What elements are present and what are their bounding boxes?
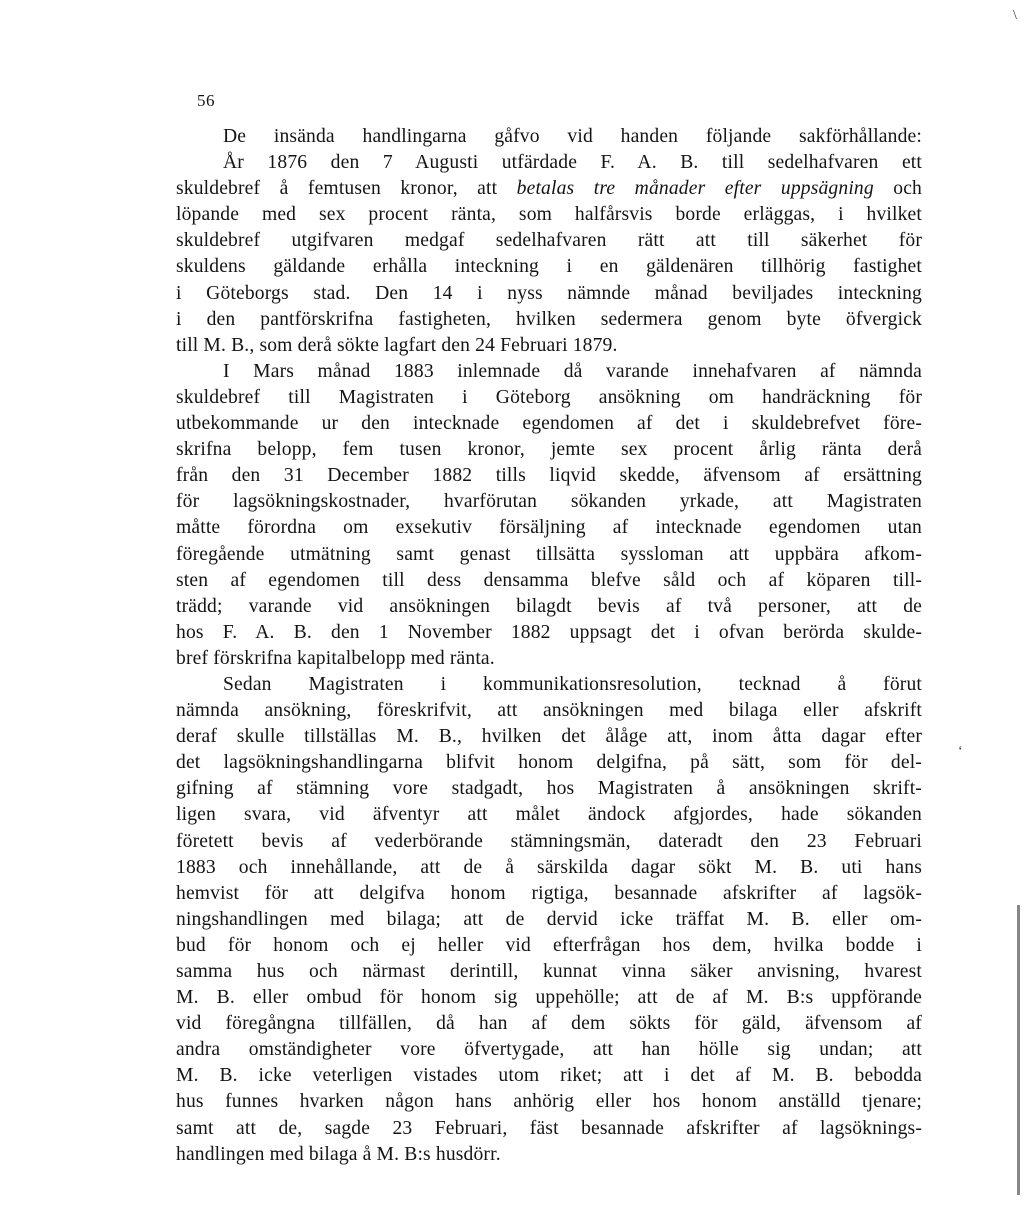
page-edge-shadow xyxy=(1017,905,1020,1195)
text-line: ningshandlingen med bilaga; att de dervid icke träffat M. B. eller om- xyxy=(176,908,922,930)
text-line: måtte förordna om exsekutiv försäljning af intecknade egendomen utan xyxy=(176,517,922,539)
text-line: bref förskrifna kapitalbelopp med ränta. xyxy=(176,647,495,669)
text-line: trädd; varande vid ansökningen bilagdt bevis af två personer, att de xyxy=(176,595,922,617)
text-line: År 1876 den 7 Augusti utfärdade F. A. B. till sedelhafvaren ett xyxy=(223,152,922,174)
text-line: hemvist för att delgifva honom rigtiga, besannade afskrifter af lagsök- xyxy=(176,882,922,904)
scan-speck: ‘ xyxy=(958,744,963,759)
text-line: samt att de, sagde 23 Februari, fäst besannade afskrifter af lagsöknings- xyxy=(176,1117,922,1139)
text-line: företett bevis af vederbörande stämningsmän, dateradt den 23 Februari xyxy=(176,830,922,852)
italic-phrase: betalas tre månader efter uppsägning xyxy=(516,178,874,200)
text-line: vid föregångna tillfällen, då han af dem sökts för gäld, äfvensom af xyxy=(176,1013,922,1035)
text-line: ligen svara, vid äfventyr att målet ändock afgjordes, hade sökanden xyxy=(176,804,922,826)
text-line: från den 31 December 1882 tills liqvid skedde, äfvensom af ersättning xyxy=(176,465,922,487)
text-line: hos F. A. B. den 1 November 1882 uppsagt det i ofvan berörda skulde- xyxy=(176,621,922,643)
text-line: bud för honom och ej heller vid efterfrågan hos dem, hvilka bodde i xyxy=(176,934,922,956)
text-line: handlingen med bilaga å M. B:s husdörr. xyxy=(176,1143,501,1165)
text-line: det lagsökningshandlingarna blifvit honom delgifna, på sätt, som för del- xyxy=(176,752,922,774)
text-line: gifning af stämning vore stadgadt, hos Magistraten å ansökningen skrift- xyxy=(176,778,922,800)
text-line: I Mars månad 1883 inlemnade då varande innehafvaren af nämnda xyxy=(223,360,922,382)
text-line: skuldens gäldande erhålla inteckning i en gäldenären tillhörig fastighet xyxy=(176,256,922,278)
text-line: andra omständigheter vore öfvertygade, att han hölle sig undan; att xyxy=(176,1039,922,1061)
text-line: skrifna belopp, fem tusen kronor, jemte sex procent årlig ränta derå xyxy=(176,439,922,461)
scan-speck: \ xyxy=(1013,8,1017,23)
text-line: M. B. icke veterligen vistades utom riket; att i det af M. B. bebodda xyxy=(176,1065,922,1087)
text-line: samma hus och närmast derintill, kunnat vinna säker anvisning, hvarest xyxy=(176,961,922,982)
text-line: Sedan Magistraten i kommunikationsresolution, tecknad å förut xyxy=(223,673,922,695)
text-line: De insända handlingarna gåfvo vid handen följande sakförhållande: xyxy=(223,126,922,147)
body-text xyxy=(176,124,922,1168)
text-line: i den pantförskrifna fastigheten, hvilken sedermera genom byte öfvergick xyxy=(176,308,922,330)
text-line: M. B. eller ombud för honom sig uppehölle; att de af M. B:s uppförande xyxy=(176,987,922,1009)
text-segment: skuldebref å femtusen kronor, att xyxy=(176,178,517,200)
text-line: hus funnes hvarken någon hans anhörig eller hos honom anställd tjenare; xyxy=(176,1091,922,1113)
text-line: sten af egendomen till dess densamma blefve såld och af köparen till- xyxy=(176,569,922,591)
text-line: löpande med sex procent ränta, som halfårsvis borde erläggas, i hvilket xyxy=(176,204,922,226)
text-line: deraf skulle tillställas M. B., hvilken det ålåge att, inom åtta dagar efter xyxy=(176,726,922,748)
text-line: i Göteborgs stad. Den 14 i nyss nämnde månad beviljades inteckning xyxy=(176,282,922,304)
text-line: skuldebref till Magistraten i Göteborg ansökning om handräckning för xyxy=(176,386,922,408)
text-line: nämnda ansökning, föreskrifvit, att ansökningen med bilaga eller afskrift xyxy=(176,700,922,722)
text-segment: och xyxy=(873,178,922,200)
text-line: utbekommande ur den intecknade egendomen af det i skuldebrefvet före- xyxy=(176,413,922,435)
text-line: 1883 och innehållande, att de å särskilda dagar sökt M. B. uti hans xyxy=(176,856,922,878)
text-line: till M. B., som derå sökte lagfart den 24 Februari 1879. xyxy=(176,334,618,356)
text-line: föregående utmätning samt genast tillsätta syssloman att uppbära afkom- xyxy=(176,543,922,565)
text-line: skuldebref utgifvaren medgaf sedelhafvaren rätt att till säkerhet för xyxy=(176,230,922,252)
text-line: för lagsökningskostnader, hvarförutan sökanden yrkade, att Magistraten xyxy=(176,491,922,513)
text-line xyxy=(176,176,922,202)
page-number: 56 xyxy=(197,91,215,110)
